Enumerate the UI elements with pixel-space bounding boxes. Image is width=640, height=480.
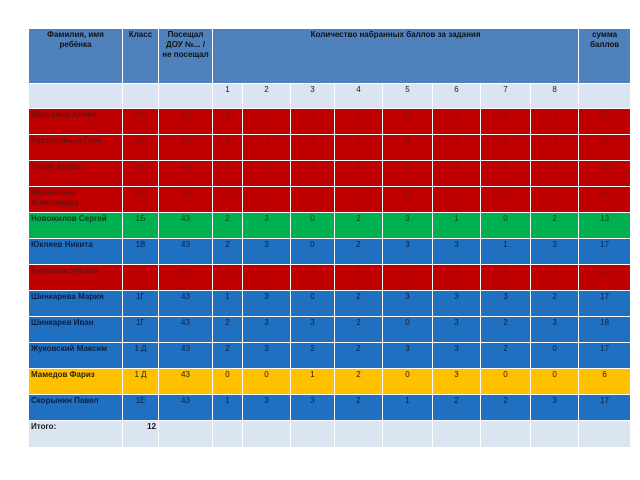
score-cell: 3 [243, 395, 291, 421]
score-cell: 2 [213, 161, 243, 187]
score-cell: 0 [481, 369, 531, 395]
visited-cell: 43 [159, 291, 213, 317]
score-cell: 0 [481, 213, 531, 239]
score-cell: 1 [481, 239, 531, 265]
score-cell: 3 [383, 213, 433, 239]
score-cell: 2 [481, 317, 531, 343]
sum-cell: 6 [579, 369, 631, 395]
sum-cell: 18 [579, 317, 631, 343]
score-cell: 3 [531, 395, 579, 421]
header-tasks: Количество набранных баллов за задания [213, 29, 579, 84]
task-number: 4 [335, 84, 383, 109]
score-cell: 1 [433, 213, 481, 239]
score-cell: 2 [335, 291, 383, 317]
class-cell: 1В [123, 239, 159, 265]
task-number: 8 [531, 84, 579, 109]
score-cell: 3 [291, 317, 335, 343]
student-name: Буганова Ульяна [29, 265, 123, 291]
student-name: Юкляев Никита [29, 239, 123, 265]
table-row [29, 395, 631, 421]
score-cell: 3 [433, 161, 481, 187]
empty-cell [159, 84, 213, 109]
sum-cell: 17 [579, 395, 631, 421]
class-cell: 1Б [123, 187, 159, 213]
score-cell: 2 [481, 343, 531, 369]
score-cell: 3 [531, 265, 579, 291]
class-cell: 1А [123, 135, 159, 161]
score-cell: 2 [335, 239, 383, 265]
score-cell: 2 [335, 343, 383, 369]
visited-cell: 43 [159, 265, 213, 291]
score-cell: 0 [213, 369, 243, 395]
score-cell: 2 [213, 109, 243, 135]
visited-cell: 43 [159, 369, 213, 395]
task-number: 1 [213, 84, 243, 109]
visited-cell: 43 [159, 161, 213, 187]
empty-cell [213, 421, 243, 448]
results-table [28, 28, 631, 448]
class-cell: 1 Д [123, 369, 159, 395]
score-cell: 1 [213, 395, 243, 421]
score-cell: 3 [383, 135, 433, 161]
table-row [29, 265, 631, 291]
score-cell: 3 [481, 291, 531, 317]
score-cell: 2 [213, 317, 243, 343]
empty-cell [531, 421, 579, 448]
score-cell: 3 [243, 265, 291, 291]
visited-cell: 43 [159, 343, 213, 369]
score-cell: 2 [335, 395, 383, 421]
visited-cell: 43 [159, 135, 213, 161]
student-name: Тупик Алина [29, 161, 123, 187]
sum-cell: 20 [579, 161, 631, 187]
class-cell: 1Е [123, 395, 159, 421]
score-cell: 3 [433, 265, 481, 291]
sum-cell: 17 [579, 291, 631, 317]
score-cell: 3 [433, 135, 481, 161]
empty-cell [291, 421, 335, 448]
student-name: Растопченко Глеб [29, 135, 123, 161]
task-number: 6 [433, 84, 481, 109]
score-cell: 3 [383, 239, 433, 265]
total-label: Итого: [29, 421, 123, 448]
class-cell: 1Г [123, 265, 159, 291]
score-cell: 2 [481, 395, 531, 421]
score-cell: 3 [433, 317, 481, 343]
total-count: 12 [123, 421, 159, 448]
score-cell: 3 [481, 109, 531, 135]
score-cell: 3 [243, 135, 291, 161]
score-cell: 3 [291, 187, 335, 213]
score-cell: 3 [243, 187, 291, 213]
score-cell: 0 [243, 369, 291, 395]
class-cell: 1А [123, 109, 159, 135]
visited-cell: 43 [159, 109, 213, 135]
score-cell: 3 [243, 317, 291, 343]
empty-cell [243, 421, 291, 448]
student-name: Мясникова Александра [29, 187, 123, 213]
sum-cell: 17 [579, 343, 631, 369]
visited-cell: 43 [159, 395, 213, 421]
score-cell: 3 [383, 109, 433, 135]
header-class: Класс [123, 29, 159, 84]
class-cell: 1 Д [123, 343, 159, 369]
empty-cell [29, 84, 123, 109]
class-cell: 1А [123, 161, 159, 187]
score-cell: 3 [243, 213, 291, 239]
score-cell: 3 [433, 369, 481, 395]
score-cell: 3 [433, 343, 481, 369]
task-number: 7 [481, 84, 531, 109]
student-name: Шинкарева Мария [29, 291, 123, 317]
score-cell: 3 [335, 265, 383, 291]
score-cell: 2 [213, 239, 243, 265]
score-cell: 2 [335, 369, 383, 395]
score-cell: 3 [243, 239, 291, 265]
score-cell: 2 [481, 161, 531, 187]
score-cell: 3 [433, 187, 481, 213]
score-cell: 2 [291, 343, 335, 369]
score-cell: 3 [291, 135, 335, 161]
empty-cell [123, 84, 159, 109]
class-cell: 1Г [123, 291, 159, 317]
empty-cell [335, 421, 383, 448]
score-cell: 3 [383, 343, 433, 369]
score-cell: 3 [243, 343, 291, 369]
task-number: 5 [383, 84, 433, 109]
class-cell: 1Б [123, 213, 159, 239]
score-cell: 1 [213, 291, 243, 317]
score-cell: 3 [291, 109, 335, 135]
score-cell: 3 [531, 161, 579, 187]
score-cell: 2 [213, 187, 243, 213]
class-cell: 1Г [123, 317, 159, 343]
table-row [29, 239, 631, 265]
visited-cell: 43 [159, 239, 213, 265]
visited-cell: 43 [159, 213, 213, 239]
task-number: 3 [291, 84, 335, 109]
score-cell: 1 [291, 369, 335, 395]
score-cell: 2 [213, 343, 243, 369]
score-cell: 3 [335, 109, 383, 135]
empty-cell [481, 421, 531, 448]
table-row [29, 343, 631, 369]
student-name: Скорынин Павел [29, 395, 123, 421]
score-cell: 1 [243, 161, 291, 187]
score-cell: 3 [335, 161, 383, 187]
task-number: 2 [243, 84, 291, 109]
score-cell: 2 [531, 213, 579, 239]
student-name: Шинкарев Иван [29, 317, 123, 343]
score-cell: 3 [383, 187, 433, 213]
score-cell: 3 [335, 135, 383, 161]
header-visited: Посещал ДОУ №... / не посещал [159, 29, 213, 84]
score-cell: 3 [383, 291, 433, 317]
score-cell: 3 [531, 239, 579, 265]
score-cell: 3 [531, 109, 579, 135]
score-cell: 3 [291, 395, 335, 421]
score-cell: 2 [433, 395, 481, 421]
score-cell: 3 [433, 239, 481, 265]
score-cell: 0 [291, 213, 335, 239]
table-row [29, 317, 631, 343]
score-cell: 3 [291, 265, 335, 291]
student-name: Мамедов Фариз [29, 369, 123, 395]
score-cell: 3 [433, 291, 481, 317]
score-cell: 3 [481, 187, 531, 213]
student-name: Жуковский Максим [29, 343, 123, 369]
score-cell: 0 [531, 369, 579, 395]
task-number-row [29, 84, 631, 109]
score-cell: 0 [291, 291, 335, 317]
header-name: Фамилия, имя ребёнка [29, 29, 123, 84]
table-row [29, 135, 631, 161]
visited-cell: 43 [159, 187, 213, 213]
empty-cell [579, 421, 631, 448]
total-row [29, 421, 631, 448]
score-cell: 3 [335, 187, 383, 213]
score-cell: 0 [383, 317, 433, 343]
score-cell: 2 [213, 265, 243, 291]
student-name: Новожилов Сергей [29, 213, 123, 239]
score-cell: 3 [383, 161, 433, 187]
score-cell: 3 [481, 135, 531, 161]
visited-cell: 43 [159, 317, 213, 343]
score-cell: 3 [433, 109, 481, 135]
table-row [29, 161, 631, 187]
score-cell: 1 [383, 395, 433, 421]
empty-cell [579, 84, 631, 109]
table-row [29, 109, 631, 135]
score-cell: 3 [531, 187, 579, 213]
header-sum: сумма баллов [579, 29, 631, 84]
empty-cell [433, 421, 481, 448]
sum-cell: 23 [579, 265, 631, 291]
score-cell: 2 [213, 213, 243, 239]
score-cell: 2 [335, 317, 383, 343]
score-cell: 0 [531, 343, 579, 369]
table-row [29, 291, 631, 317]
score-cell: 0 [291, 239, 335, 265]
score-cell: 3 [383, 265, 433, 291]
empty-cell [159, 421, 213, 448]
score-cell: 0 [383, 369, 433, 395]
score-cell: 3 [481, 265, 531, 291]
sum-cell: 23 [579, 187, 631, 213]
empty-cell [383, 421, 433, 448]
score-cell: 2 [335, 213, 383, 239]
score-cell: 3 [243, 109, 291, 135]
score-cell: 3 [291, 161, 335, 187]
score-cell: 3 [243, 291, 291, 317]
table-row [29, 369, 631, 395]
score-cell: 3 [531, 317, 579, 343]
sum-cell: 13 [579, 213, 631, 239]
score-cell: 2 [531, 291, 579, 317]
sum-cell: 17 [579, 239, 631, 265]
score-cell: 3 [531, 135, 579, 161]
sum-cell: 23 [579, 109, 631, 135]
sum-cell: 24 [579, 135, 631, 161]
table-row [29, 187, 631, 213]
table-row [29, 213, 631, 239]
header-row [29, 29, 631, 84]
student-name: Макухина Алина [29, 109, 123, 135]
score-cell: 3 [213, 135, 243, 161]
